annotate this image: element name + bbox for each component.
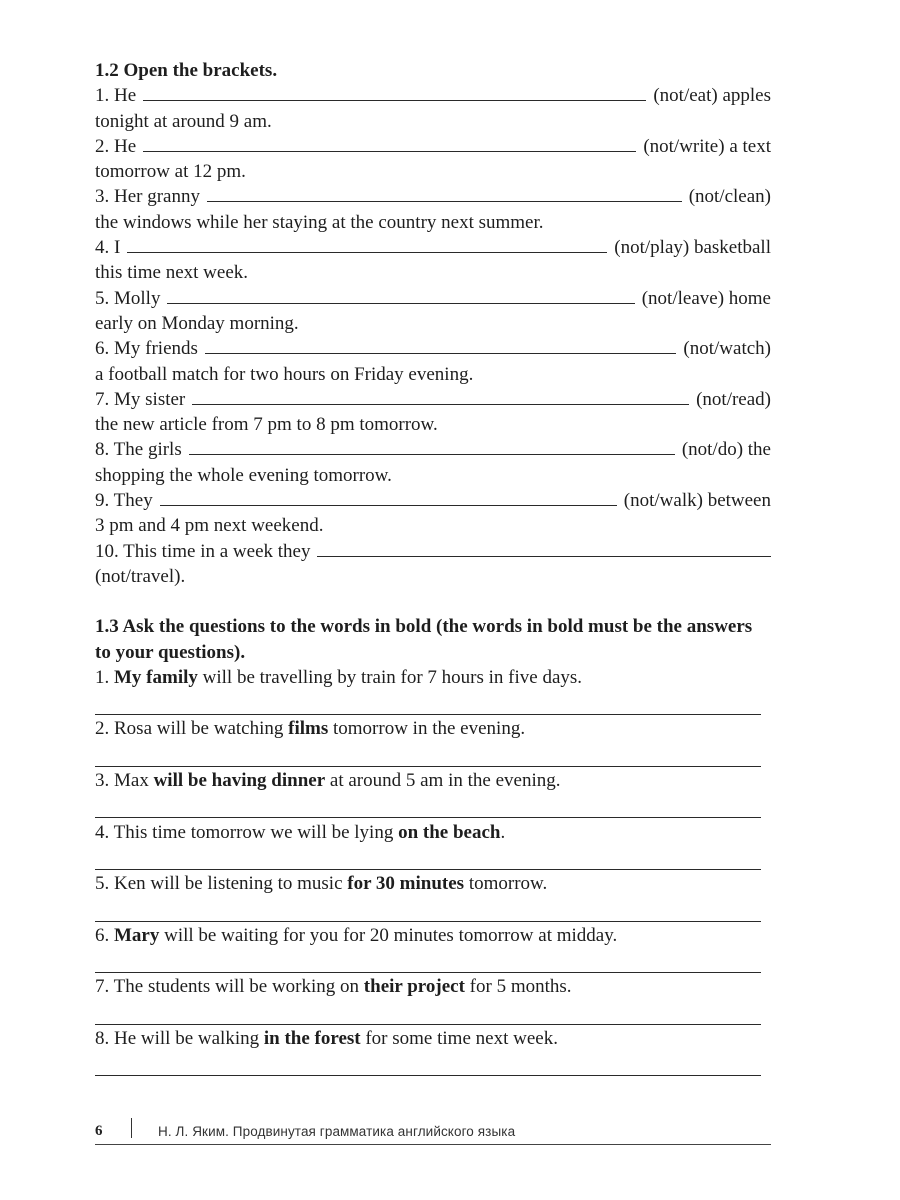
item-continuation: (not/travel). — [95, 565, 186, 587]
answer-blank[interactable] — [192, 387, 689, 405]
question-answer-line[interactable] — [95, 1000, 761, 1025]
section-1-3-heading — [95, 614, 771, 665]
page-footer — [95, 1118, 771, 1145]
exercise-1-3-item — [95, 820, 771, 870]
exercise-1-2-item — [95, 437, 771, 488]
bold-answer-word: their project — [363, 976, 465, 998]
item-continuation: the new article from 7 pm to 8 pm tomorrow. — [95, 414, 438, 436]
item-continuation: this time next week. — [95, 262, 249, 284]
question-sentence: 2. Rosa will be watching films tomorrow in the evening. — [95, 718, 526, 740]
answer-blank[interactable] — [189, 437, 675, 455]
question-sentence: 7. The students will be working on their project for 5 months. — [95, 976, 572, 998]
page-number: 6 — [95, 1123, 103, 1139]
item-continuation: 3 pm and 4 pm next weekend. — [95, 515, 324, 537]
question-sentence: 4. This time tomorrow we will be lying on the beach. — [95, 821, 506, 843]
question-sentence: 5. Ken will be listening to music for 30 minutes tomorrow. — [95, 873, 548, 895]
section-1-2-heading: 1.2 Open the brackets. — [95, 60, 278, 81]
item-hint: (not/walk) between — [623, 490, 771, 512]
question-answer-line[interactable] — [95, 742, 761, 767]
item-hint: (not/eat) apples — [653, 85, 771, 107]
item-prefix: 3. Her granny — [95, 186, 200, 208]
item-hint: (not/clean) — [688, 186, 771, 208]
exercise-1-2-item — [95, 539, 771, 590]
answer-blank[interactable] — [317, 539, 771, 557]
question-sentence: 6. Mary will be waiting for you for 20 minutes tomorrow at midday. — [95, 924, 618, 946]
section-1-3-heading-line2: to your questions). — [95, 641, 246, 663]
question-answer-line[interactable] — [95, 1051, 761, 1076]
bold-answer-word: on the beach — [398, 821, 501, 843]
footer-title: Н. Л. Яким. Продвинутая грамматика английского языка — [158, 1124, 516, 1139]
item-continuation: the windows while her staying at the country next summer. — [95, 211, 544, 233]
question-answer-line[interactable] — [95, 845, 761, 870]
exercise-1-2-item — [95, 235, 771, 286]
item-hint: (not/write) a text — [643, 135, 771, 157]
item-prefix: 10. This time in a week they — [95, 540, 311, 562]
exercise-1-3-item — [95, 768, 771, 818]
item-prefix: 5. Molly — [95, 287, 161, 309]
question-answer-line[interactable] — [95, 690, 761, 715]
exercise-1-2-item — [95, 184, 771, 235]
exercise-1-2-item — [95, 336, 771, 387]
item-continuation: tomorrow at 12 pm. — [95, 161, 246, 183]
bold-answer-word: in the forest — [263, 1027, 361, 1049]
exercise-1-2-item — [95, 286, 771, 337]
answer-blank[interactable] — [143, 134, 636, 152]
item-prefix: 4. I — [95, 237, 121, 259]
item-continuation: early on Monday morning. — [95, 312, 299, 334]
exercise-1-3-item — [95, 665, 771, 715]
item-hint: (not/play) basketball — [614, 237, 771, 259]
exercise-1-3-item — [95, 871, 771, 921]
item-hint: (not/read) — [696, 388, 771, 410]
exercise-1-3-item — [95, 974, 771, 1024]
answer-blank[interactable] — [127, 235, 607, 253]
bold-answer-word: will be having dinner — [153, 770, 326, 792]
answer-blank[interactable] — [207, 184, 682, 202]
exercise-1-3-item — [95, 716, 771, 766]
item-prefix: 2. He — [95, 135, 137, 157]
question-answer-line[interactable] — [95, 793, 761, 818]
item-hint: (not/leave) home — [641, 287, 771, 309]
item-continuation: a football match for two hours on Friday evening. — [95, 363, 474, 385]
item-prefix: 6. My friends — [95, 338, 198, 360]
exercise-1-2-item — [95, 387, 771, 438]
question-answer-line[interactable] — [95, 897, 761, 922]
answer-blank[interactable] — [205, 336, 677, 354]
bold-answer-word: for 30 minutes — [347, 873, 465, 895]
bold-answer-word: films — [288, 718, 329, 740]
item-hint: (not/do) the — [681, 439, 771, 461]
section-1-3-heading-line1: 1.3 Ask the questions to the words in bold (the words in bold must be the answers — [95, 616, 753, 638]
bold-answer-word: My family — [114, 666, 198, 688]
question-sentence: 3. Max will be having dinner at around 5 am in the evening. — [95, 770, 561, 792]
item-continuation: shopping the whole evening tomorrow. — [95, 464, 392, 486]
bold-answer-word: Mary — [114, 924, 160, 946]
item-continuation: tonight at around 9 am. — [95, 110, 272, 132]
question-answer-line[interactable] — [95, 948, 761, 973]
answer-blank[interactable] — [143, 83, 646, 101]
answer-blank[interactable] — [167, 286, 634, 304]
item-prefix: 7. My sister — [95, 388, 186, 410]
item-hint: (not/watch) — [683, 338, 771, 360]
exercise-1-3-item — [95, 1026, 771, 1076]
item-prefix: 8. The girls — [95, 439, 182, 461]
footer-divider — [131, 1118, 132, 1138]
exercise-1-2-item — [95, 83, 771, 134]
exercise-1-3-item — [95, 923, 771, 973]
item-prefix: 1. He — [95, 85, 137, 107]
question-sentence: 1. My family will be travelling by train for 7 hours in five days. — [95, 666, 583, 688]
item-prefix: 9. They — [95, 490, 153, 512]
exercise-1-2-item — [95, 488, 771, 539]
worksheet-page — [95, 58, 771, 1078]
exercise-1-2-item — [95, 134, 771, 185]
answer-blank[interactable] — [160, 488, 617, 506]
question-sentence: 8. He will be walking in the forest for some time next week. — [95, 1027, 558, 1049]
